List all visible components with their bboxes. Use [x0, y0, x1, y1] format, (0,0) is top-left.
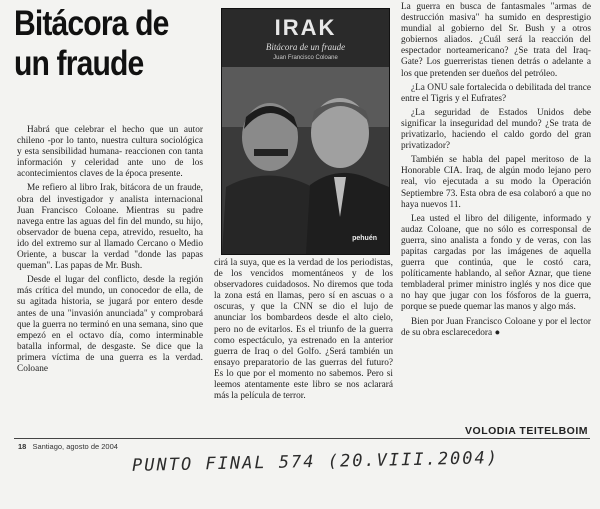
paragraph: cirá la suya, que es la verdad de los periodistas, de los vencidos momentáneos y de los observadores cuidadosos. No diremos que toda la zona está en llamas, pero sí en ascuas o a oscuras, y que la CNN se dio el lujo de anunciar los bombardeos desde el alto cielo, pero no de evitarlos. Es el triunfo de la guerra como espectáculo, ya estrenado en la anterior guerra de Iraq o del Golfo. ¿Será también un ensayo preparatorio de las guerras del futuro? Es lo que por el momento no sabemos. Pero si leemos atentamente este libro se nos aclarará más la película de terror. — [214, 258, 393, 402]
paragraph: Lea usted el libro del diligente, informado y audaz Coloane, que no sólo es corresponsal de guerra, sino analista a fondo y de veras, con las papitas cargadas por las imágenes de aquella guerra que continúa, que le costó cara, políticamente hablando, al señor Aznar, que tiene tembladeral primer ministro inglés y nos dice que no hay que jugar con los fósforos de la guerra, porque se puede quemar las manos y algo más. — [401, 213, 591, 313]
book-publisher: pehuén — [352, 235, 377, 242]
handwritten-annotation: PUNTO FINAL 574 (20.VIII.2004) — [131, 448, 500, 476]
article-column-1 — [17, 125, 203, 419]
paragraph: Habrá que celebrar el hecho que un autor chileno -por lo tanto, nuestra cultura sociológica y esta sensibilidad humana- reaccionen con tanta información y celeridad ante uno de los acontecimientos claves de la época presente. — [17, 125, 203, 180]
article-column-2 — [214, 258, 393, 420]
paragraph: La guerra en busca de fantasmales "armas de destrucción masiva" ha sumido en desprestigio mundial al gobierno del Sr. Bush y a otros gobiernos aliados. ¿Cuál será la reacción del espectador norteamericano? ¿Se trata del Iraq-Gate? Los guerreristas tienen detrás o adelante a los que pretenden ser dueños del petróleo. — [401, 2, 591, 79]
book-cover-image — [221, 8, 390, 255]
cover-portraits-illustration — [222, 67, 389, 254]
paragraph: Me refiero al libro Irak, bitácora de un fraude, obra del investigador y analista internacional Juan Francisco Coloane. Mientras su padre navega entre las aguas del fin del mundo, su hijo, observador de buena cepa, atrevido, resuelto, ha ido del extremo sur al llamado Cercano o Medio Oriente, a buscar la verdad "donde las papas queman". Las papas de Mr. Bush. — [17, 183, 203, 272]
paragraph-final — [401, 317, 591, 339]
footer-rule — [14, 438, 590, 439]
paragraph: Desde el lugar del conflicto, desde la región más crítica del mundo, un conocedor de ella, de su agitada historia, se jugará por entero desde antes de una "invasión anunciada" y comprobará que la guerra no terminó en una semana, sino que empezó en el octavo día, como interminable batalla informal, de desgaste. Se dice que la primera víctima de una guerra es la verdad. Coloane — [17, 275, 203, 374]
end-mark-icon: ● — [494, 327, 501, 338]
headline-line-1: Bitácora de — [14, 4, 169, 43]
headline-line-2: un fraude — [14, 44, 144, 83]
paragraph-text: Bien por Juan Francisco Coloane y por el lector de su obra esclarecedora — [401, 316, 591, 338]
article-headline — [14, 4, 177, 84]
page-number: 18 — [18, 442, 27, 451]
author-byline: VOLODIA TEITELBOIM — [465, 425, 588, 437]
paragraph: ¿La seguridad de Estados Unidos debe significar la inseguridad del mundo? ¿Se trata de privatizarlo, haciendo el caldo gordo del gran privatizador? — [401, 107, 591, 152]
paragraph: También se habla del papel meritoso de la Honorable CIA. Iraq, de algún modo lejano pero real, vio ejecutada a su modo la Operación Septiembre 73. Esta obra de esa colaboró a que no haya nuevos 11. — [401, 155, 591, 210]
book-author: Juan Francisco Coloane — [273, 55, 338, 61]
issue-date: Santiago, agosto de 2004 — [32, 442, 118, 451]
book-title: IRAK — [274, 15, 337, 40]
article-column-3 — [401, 2, 591, 419]
book-subtitle: Bitácora de un fraude — [265, 42, 346, 52]
page-footer — [18, 442, 118, 451]
paragraph: ¿La ONU sale fortalecida o debilitada del trance entre el Tigris y el Eufrates? — [401, 82, 591, 104]
